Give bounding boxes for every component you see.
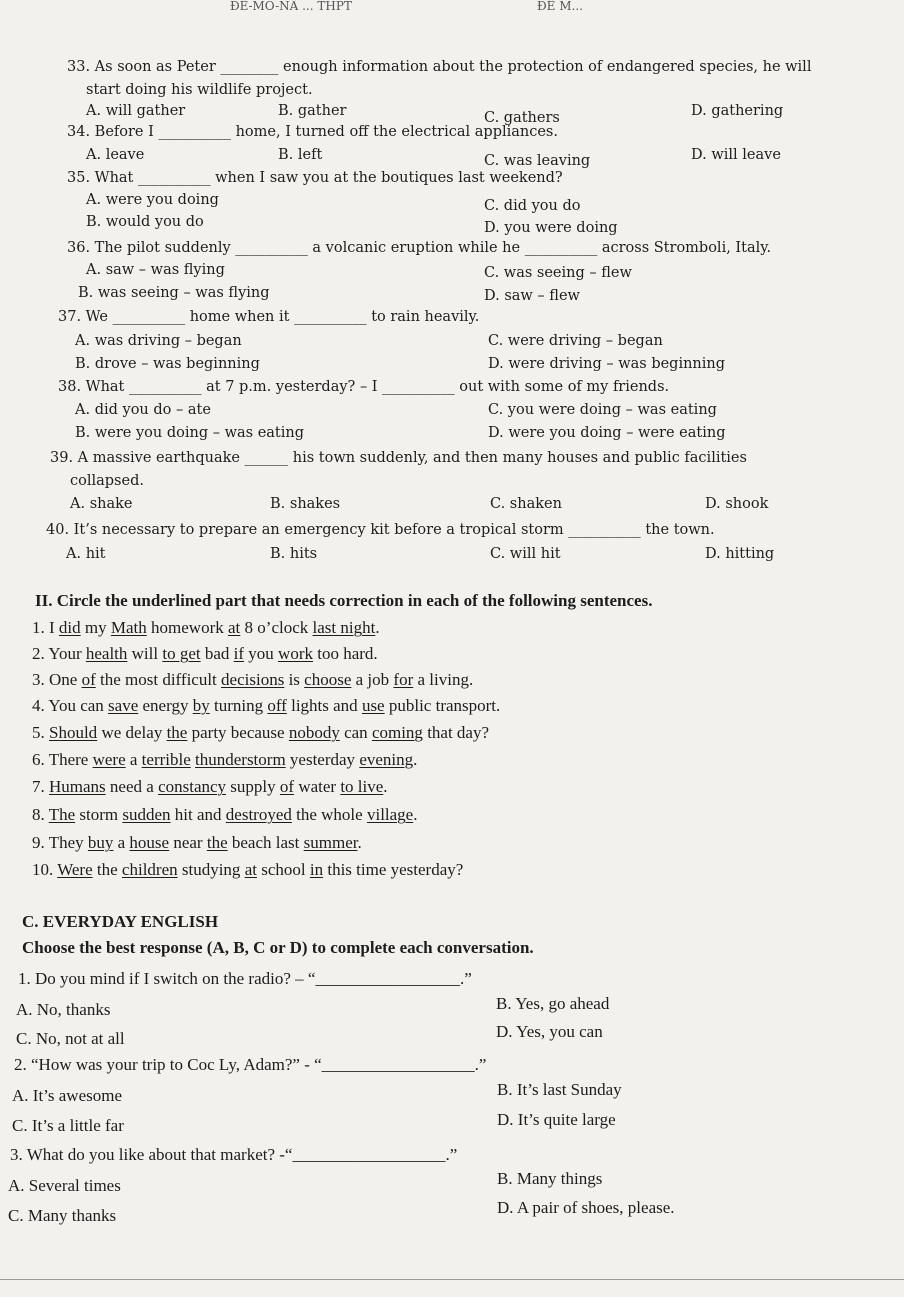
underlined-part[interactable]: health: [85, 644, 128, 663]
q38-option-c: C. you were doing – was eating: [488, 402, 717, 418]
sentence-text: too hard.: [313, 644, 378, 663]
conv3-option-a: A. Several times: [8, 1176, 121, 1195]
conv2-option-c: C. It’s a little far: [12, 1116, 124, 1135]
conv1-option-d: D. Yes, you can: [496, 1022, 603, 1041]
sentence-text: 6. There: [32, 750, 93, 769]
underlined-part[interactable]: thunderstorm: [195, 750, 286, 769]
sentence-text: my: [80, 618, 111, 637]
underlined-part[interactable]: house: [129, 833, 170, 852]
section3-instruction: Choose the best response (A, B, C or D) to complete each conversation.: [22, 938, 534, 957]
header-left: ĐỀ-MÔ-NÂ ... THPT: [230, 0, 352, 13]
q34-option-b: B. left: [278, 147, 323, 163]
conv2-option-b: B. It’s last Sunday: [497, 1080, 622, 1099]
sentence-text: .: [413, 805, 418, 824]
underlined-part[interactable]: were: [92, 750, 126, 769]
sentence-text: storm: [75, 805, 123, 824]
q37-option-b: B. drove – was beginning: [75, 356, 260, 372]
sentence-text: 10.: [32, 860, 58, 879]
conv2-option-a: A. It’s awesome: [12, 1086, 123, 1105]
error-sentence: [32, 671, 473, 688]
sentence-text: hit and: [170, 805, 226, 824]
sentence-text: the most difficult: [95, 670, 222, 689]
conv1-option-c: C. No, not at all: [16, 1029, 125, 1048]
q39-line2: collapsed.: [70, 473, 144, 489]
q38-option-a: A. did you do – ate: [75, 402, 211, 418]
section2-heading: II. Circle the underlined part that needs correction in each of the following sentences.: [35, 591, 653, 610]
underlined-part[interactable]: decisions: [221, 670, 285, 689]
error-sentence: [32, 751, 417, 768]
q34-option-d: D. will leave: [691, 147, 781, 163]
sentence-text: lights and: [286, 696, 362, 715]
q40-option-c: C. will hit: [490, 546, 561, 562]
underlined-part[interactable]: The: [48, 805, 76, 824]
sentence-text: 2. Your: [32, 644, 86, 663]
sentence-text: 7.: [32, 777, 49, 796]
conv2-option-d: D. It’s quite large: [497, 1110, 616, 1129]
sentence-text: beach last: [227, 833, 304, 852]
underlined-part[interactable]: evening: [359, 750, 414, 769]
sentence-text: need a: [105, 777, 159, 796]
sentence-text: can: [339, 723, 372, 742]
sentence-text: a job: [351, 670, 394, 689]
underlined-part[interactable]: off: [267, 696, 287, 715]
underlined-part[interactable]: summer: [303, 833, 358, 852]
sentence-text: .: [413, 750, 418, 769]
page-edge-divider: [0, 1279, 904, 1280]
underlined-part[interactable]: village: [366, 805, 414, 824]
underlined-part[interactable]: terrible: [141, 750, 191, 769]
sentence-text: near: [169, 833, 207, 852]
q35-text: 35. What __________ when I saw you at the boutiques last weekend?: [67, 170, 563, 186]
error-sentence: [32, 834, 362, 851]
q33-text: 33. As soon as Peter ________ enough information about the protection of endangered species, he will: [67, 59, 812, 75]
q39-text: 39. A massive earthquake ______ his town suddenly, and then many houses and public facilities: [50, 450, 747, 466]
q34-text: 34. Before I __________ home, I turned off the electrical appliances.: [67, 124, 558, 140]
underlined-part[interactable]: Were: [57, 860, 93, 879]
conv1-option-b: B. Yes, go ahead: [496, 994, 610, 1013]
underlined-part[interactable]: at: [244, 860, 257, 879]
sentence-text: supply: [226, 777, 280, 796]
q37-option-a: A. was driving – began: [75, 333, 242, 349]
q36-option-d: D. saw – flew: [484, 288, 580, 304]
q37-option-d: D. were driving – was beginning: [488, 356, 726, 372]
q40-option-b: B. hits: [270, 546, 318, 562]
q34-option-c: C. was leaving: [484, 153, 591, 169]
underlined-part[interactable]: Math: [110, 618, 147, 637]
q33-option-b: B. gather: [278, 103, 347, 119]
sentence-text: we delay: [97, 723, 167, 742]
q40-text: 40. It’s necessary to prepare an emergency kit before a tropical storm __________ the town.: [46, 522, 715, 538]
underlined-part[interactable]: last night: [312, 618, 376, 637]
error-sentence: [32, 724, 489, 741]
sentence-text: will: [127, 644, 163, 663]
underlined-part[interactable]: if: [233, 644, 245, 663]
underlined-part[interactable]: nobody: [288, 723, 340, 742]
q35-option-c: C. did you do: [484, 198, 581, 214]
q38-option-d: D. were you doing – were eating: [488, 425, 726, 441]
sentence-text: bad: [200, 644, 234, 663]
sentence-text: a: [113, 833, 130, 852]
conv3-option-c: C. Many thanks: [8, 1206, 117, 1225]
underlined-part[interactable]: at: [228, 618, 241, 637]
sentence-text: a: [125, 750, 142, 769]
sentence-text: .: [383, 777, 388, 796]
q37-option-c: C. were driving – began: [488, 333, 663, 349]
q37-text: 37. We __________ home when it __________ to rain heavily.: [58, 309, 480, 325]
underlined-part[interactable]: for: [393, 670, 414, 689]
header-right: ĐỀ M...: [537, 0, 583, 13]
sentence-text: 8 o’clock: [240, 618, 313, 637]
conv3-prompt: 3. What do you like about that market? -“__________________.”: [10, 1145, 458, 1164]
underlined-part[interactable]: children: [121, 860, 178, 879]
underlined-part[interactable]: constancy: [158, 777, 227, 796]
section3-heading: C. EVERYDAY ENGLISH: [22, 912, 219, 931]
underlined-part[interactable]: destroyed: [225, 805, 292, 824]
q40-option-a: A. hit: [66, 546, 106, 562]
q35-option-a: A. were you doing: [86, 192, 219, 208]
underlined-part[interactable]: to get: [162, 644, 201, 663]
error-sentence: [32, 806, 417, 823]
sentence-text: yesterday: [285, 750, 360, 769]
q39-option-a: A. shake: [70, 496, 133, 512]
underlined-part[interactable]: the: [166, 723, 188, 742]
q39-option-b: B. shakes: [270, 496, 341, 512]
conv1-option-a: A. No, thanks: [16, 1000, 111, 1019]
q38-option-b: B. were you doing – was eating: [75, 425, 305, 441]
underlined-part[interactable]: in: [309, 860, 324, 879]
q36-option-a: A. saw – was flying: [86, 262, 225, 278]
sentence-text: 9. They: [32, 833, 88, 852]
q34-option-a: A. leave: [86, 147, 145, 163]
sentence-text: the whole: [291, 805, 367, 824]
underlined-part[interactable]: of: [279, 777, 295, 796]
error-sentence: [32, 619, 380, 636]
sentence-text: school: [256, 860, 310, 879]
q33-line2: start doing his wildlife project.: [86, 82, 313, 98]
q40-option-d: D. hitting: [705, 546, 775, 562]
underlined-part[interactable]: the: [206, 833, 228, 852]
underlined-part[interactable]: sudden: [122, 805, 171, 824]
sentence-text: a living.: [413, 670, 474, 689]
underlined-part[interactable]: use: [361, 696, 385, 715]
q33-option-d: D. gathering: [691, 103, 784, 119]
q38-text: 38. What __________ at 7 p.m. yesterday? – I __________ out with some of my friends.: [58, 379, 670, 395]
error-sentence: [32, 778, 388, 795]
q36-option-b: B. was seeing – was flying: [78, 285, 270, 301]
underlined-part[interactable]: work: [278, 644, 313, 663]
underlined-part[interactable]: choose: [304, 670, 352, 689]
conv1-prompt: 1. Do you mind if I switch on the radio? – “_________________.”: [18, 969, 472, 988]
error-sentence: [32, 645, 378, 662]
q33-option-a: A. will gather: [86, 103, 186, 119]
sentence-text: studying: [177, 860, 245, 879]
conv2-prompt: 2. “How was your trip to Coc Ly, Adam?” - “__________________.”: [14, 1055, 487, 1074]
sentence-text: public transport.: [384, 696, 501, 715]
underlined-part[interactable]: save: [108, 696, 139, 715]
sentence-text: 1. I: [32, 618, 59, 637]
conv3-option-b: B. Many things: [497, 1169, 603, 1188]
underlined-part[interactable]: did: [58, 618, 81, 637]
sentence-text: energy: [138, 696, 193, 715]
underlined-part[interactable]: to live: [340, 777, 384, 796]
underlined-part[interactable]: by: [192, 696, 210, 715]
sentence-text: .: [357, 833, 362, 852]
sentence-text: 4. You can: [32, 696, 109, 715]
sentence-text: turning: [209, 696, 268, 715]
sentence-text: 5.: [32, 723, 49, 742]
underlined-part[interactable]: coming: [371, 723, 423, 742]
sentence-text: that day?: [422, 723, 490, 742]
sentence-text: 3. One: [32, 670, 82, 689]
q35-option-b: B. would you do: [86, 214, 204, 230]
sentence-text: .: [375, 618, 380, 637]
q36-option-c: C. was seeing – flew: [484, 265, 632, 281]
sentence-text: water: [294, 777, 341, 796]
q39-option-c: C. shaken: [490, 496, 562, 512]
q36-text: 36. The pilot suddenly __________ a volcanic eruption while he __________ across Stromboli, Italy.: [67, 240, 772, 256]
underlined-part[interactable]: Should: [49, 723, 98, 742]
q33-option-c: C. gathers: [484, 110, 560, 126]
underlined-part[interactable]: buy: [87, 833, 114, 852]
underlined-part[interactable]: Humans: [49, 777, 106, 796]
error-sentence: [32, 697, 500, 714]
sentence-text: the: [92, 860, 122, 879]
q35-option-d: D. you were doing: [484, 220, 618, 236]
sentence-text: you: [244, 644, 279, 663]
sentence-text: 8.: [32, 805, 49, 824]
q39-option-d: D. shook: [705, 496, 769, 512]
sentence-text: is: [284, 670, 305, 689]
conv3-option-d: D. A pair of shoes, please.: [497, 1198, 675, 1217]
sentence-text: this time yesterday?: [323, 860, 464, 879]
sentence-text: party because: [187, 723, 289, 742]
error-sentence: [32, 861, 463, 878]
underlined-part[interactable]: of: [81, 670, 96, 689]
sentence-text: homework: [146, 618, 228, 637]
